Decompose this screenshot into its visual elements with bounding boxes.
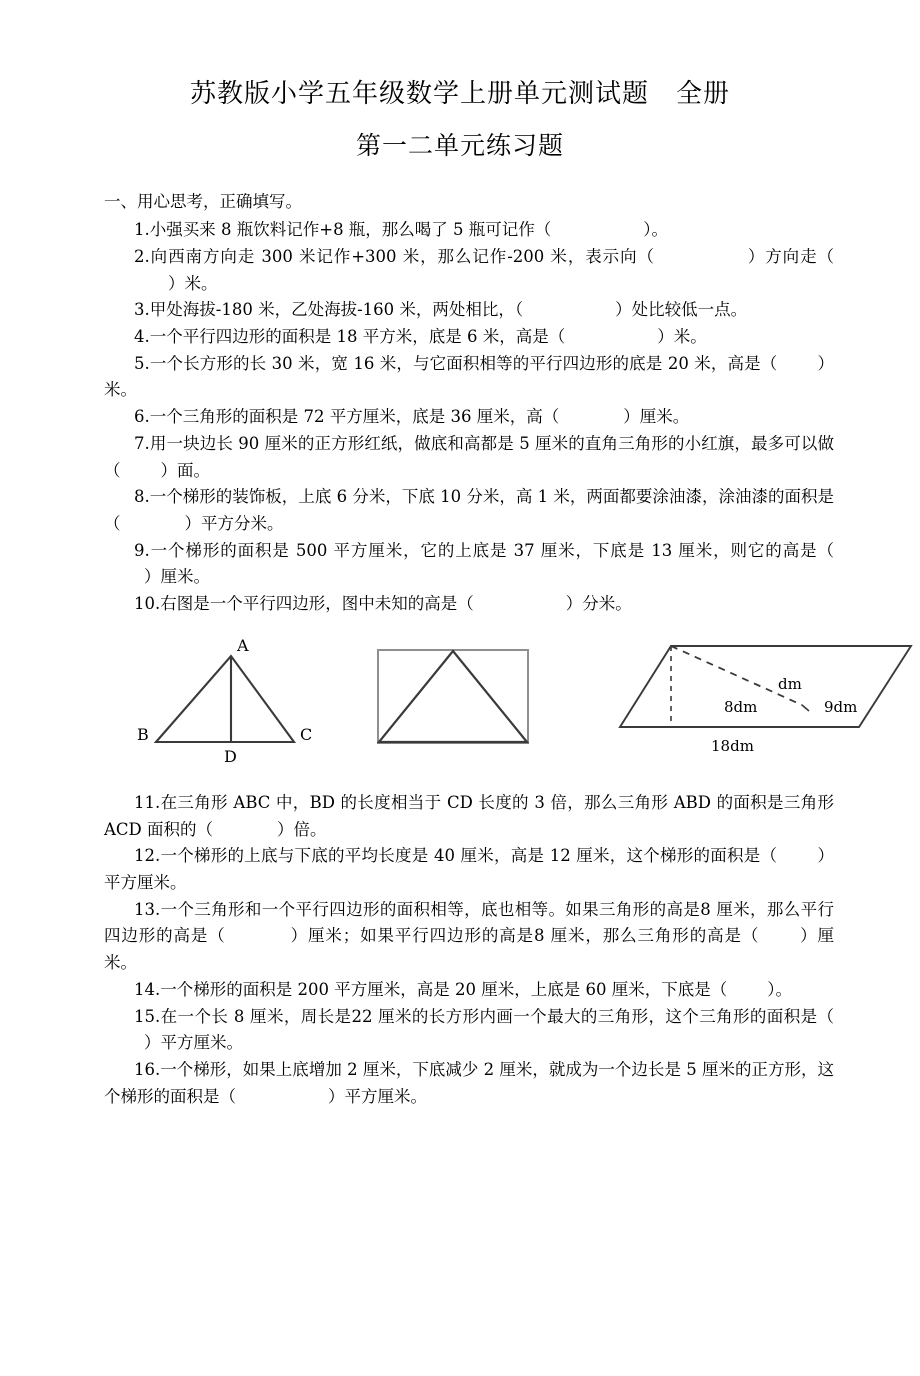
question-12 <box>104 843 834 896</box>
question-6 <box>104 404 834 431</box>
question-11-number: 11. <box>134 792 161 812</box>
question-15-text-a: 在一个长 8 厘米，周长是22 厘米的长方形内画一个最大的三角形，这个三角形的面积是（ <box>160 1006 834 1026</box>
question-9-number: 9. <box>134 540 150 560</box>
question-2-text-a: 向西南方向走 300 米记作+300 米，那么记作-200 米，表示向（ <box>149 246 655 266</box>
parallelogram-base-label: 18dm <box>711 736 754 755</box>
question-16-number: 16. <box>134 1060 161 1080</box>
question-1 <box>104 217 834 244</box>
question-7-text-b: ）面。 <box>160 460 210 480</box>
page-title: 苏教版小学五年级数学上册单元测试题 全册 <box>189 79 730 109</box>
figure-triangle-abc <box>134 632 334 772</box>
question-14-text-b: ）。 <box>767 979 792 999</box>
parallelogram-height-label: 8dm <box>724 697 758 716</box>
question-3-text-a: 甲处海拔-180 米，乙处海拔-160 米，两处相比，（ <box>149 300 524 320</box>
worksheet-body <box>0 189 920 1110</box>
question-10-number: 10. <box>134 594 161 614</box>
question-11-text-b: ）倍。 <box>277 819 327 839</box>
question-13-number: 13. <box>134 899 161 919</box>
question-5 <box>104 351 834 404</box>
question-6-text-b: ）厘米。 <box>623 407 690 427</box>
question-8-text-a: 一个梯形的装饰板，上底 6 分米，下底 10 分米，高 1 米，两面都要涂油漆，涂油漆的面积是（ <box>104 487 834 534</box>
question-1-text-a: 小强买来 8 瓶饮料记作+8 瓶，那么喝了 5 瓶可记作（ <box>149 220 552 240</box>
question-13 <box>104 897 834 977</box>
question-8-number: 8. <box>134 487 150 507</box>
figure-parallelogram <box>616 632 916 777</box>
worksheet-page <box>0 76 920 1376</box>
question-4-text-b: ）米。 <box>657 326 707 346</box>
question-4-number: 4. <box>134 326 150 346</box>
question-1-number: 1. <box>134 220 150 240</box>
question-13-text-a: 一个三角形和一个平行四边形的面积相等，底也相等。如果三角形的高是8 厘米，那么平行四边形的高是（ <box>104 899 834 946</box>
parallelogram-outline <box>620 646 911 727</box>
question-9-text-b: ）厘米。 <box>144 567 210 587</box>
question-7 <box>104 431 834 484</box>
question-12-text-a: 一个梯形的上底与下底的平均长度是 40 厘米，高是 12 厘米，这个梯形的面积是（ <box>160 846 778 866</box>
question-13-text-c: ）厘米。 <box>104 926 835 973</box>
triangle-abc-outline <box>156 656 294 742</box>
question-16 <box>104 1057 834 1110</box>
question-6-text-a: 一个三角形的面积是 72 平方厘米，底是 36 厘米，高（ <box>149 407 560 427</box>
question-9-text-a: 一个梯形的面积是 500 平方厘米，它的上底是 37 厘米，下底是 13 厘米，则它的高是（ <box>149 540 834 560</box>
rectangle-triangle-svg <box>366 632 546 772</box>
question-6-number: 6. <box>134 407 150 427</box>
triangle-vertex-a-label: A <box>237 635 249 655</box>
question-9 <box>104 538 834 591</box>
question-10-text-b: ）分米。 <box>565 594 632 614</box>
question-14 <box>104 977 834 1004</box>
question-14-text-a: 一个梯形的面积是 200 平方厘米，高是 20 厘米，上底是 60 厘米，下底是（ <box>160 979 728 999</box>
question-10-text-a: 右图是一个平行四边形，图中未知的高是（ <box>160 594 474 614</box>
question-3-text-b: ）处比较低一点。 <box>615 300 748 320</box>
question-7-text-a: 用一块边长 90 厘米的正方形红纸，做底和高都是 5 厘米的直角三角形的小红旗，最多可以做（ <box>104 433 834 480</box>
question-14-number: 14. <box>134 979 161 999</box>
question-11 <box>104 790 834 843</box>
figures-row <box>104 632 858 782</box>
question-2-text-b: ）方向走（ <box>746 246 834 266</box>
question-10 <box>104 591 834 618</box>
triangle-vertex-b-label: B <box>137 724 149 744</box>
section-heading-one: 一、用心思考，正确填写。 <box>104 192 302 212</box>
parallelogram-unknown-label: dm <box>778 674 802 693</box>
triangle-point-d-label: D <box>224 746 237 766</box>
question-5-text-b: ）米。 <box>104 353 834 400</box>
question-11-text-a: 在三角形 ABC 中，BD 的长度相当于 CD 长度的 3 倍，那么三角形 ABD 的面积是三角形 ACD 面积的（ <box>104 792 834 839</box>
triangle-vertex-c-label: C <box>300 724 313 744</box>
question-3-number: 3. <box>134 300 150 320</box>
question-5-text-a: 一个长方形的长 30 米，宽 16 米，与它面积相等的平行四边形的底是 20 米，高是（ <box>149 353 778 373</box>
page-subtitle: 第一二单元练习题 <box>355 131 564 161</box>
question-16-text-b: ）平方厘米。 <box>328 1086 427 1106</box>
parallelogram-svg <box>616 632 916 777</box>
question-8 <box>104 484 834 537</box>
question-2 <box>104 244 834 297</box>
question-2-number: 2. <box>134 246 150 266</box>
question-12-text-b: ）平方厘米。 <box>104 846 835 893</box>
figure-rectangle-with-triangle <box>366 632 546 772</box>
question-16-text-a: 一个梯形，如果上底增加 2 厘米，下底减少 2 厘米，就成为一个边长是 5 厘米的正方形，这个梯形的面积是（ <box>104 1060 834 1106</box>
parallelogram-side-label: 9dm <box>824 697 858 716</box>
question-12-number: 12. <box>134 846 161 866</box>
triangle-abc-svg <box>134 632 334 772</box>
question-13-text-b: ）厘米；如果平行四边形的高是8 厘米，那么三角形的高是（ <box>289 926 760 946</box>
question-4-text-a: 一个平行四边形的面积是 18 平方米，底是 6 米，高是（ <box>149 326 566 346</box>
question-1-text-b: ）。 <box>643 220 669 240</box>
question-4 <box>104 324 834 351</box>
question-7-number: 7. <box>134 433 150 453</box>
question-5-number: 5. <box>134 353 150 373</box>
question-15-number: 15. <box>134 1006 161 1026</box>
question-15-text-b: ）平方厘米。 <box>144 1033 243 1053</box>
question-2-text-c: ）米。 <box>168 273 218 293</box>
rectangle-outline <box>378 650 528 743</box>
question-8-text-b: ）平方分米。 <box>184 514 284 534</box>
question-3 <box>104 297 834 324</box>
question-15 <box>104 1004 834 1057</box>
